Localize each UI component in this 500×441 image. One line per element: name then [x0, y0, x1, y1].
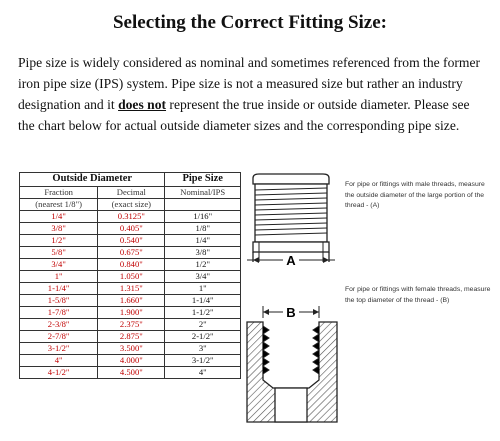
table-row [20, 295, 241, 307]
table-row [20, 355, 241, 367]
cell-nominal: 3/4" [165, 271, 241, 283]
cell-fraction: 1-7/8" [20, 307, 98, 319]
header-pipe-size: Pipe Size [165, 173, 241, 187]
cell-fraction: 4-1/2" [20, 367, 98, 379]
table-header-row [20, 187, 241, 199]
cell-fraction: 1/2" [20, 235, 98, 247]
table-header-group-row [20, 173, 241, 187]
table-row [20, 367, 241, 379]
cell-decimal: 4.000" [98, 355, 165, 367]
table-row [20, 235, 241, 247]
cell-decimal: 0.540" [98, 235, 165, 247]
cell-decimal: 0.3125" [98, 211, 165, 223]
cell-decimal: 1.050" [98, 271, 165, 283]
table-row [20, 307, 241, 319]
cell-nominal: 3-1/2" [165, 355, 241, 367]
cell-decimal: 2.375" [98, 319, 165, 331]
male-thread-note: For pipe or fittings with male threads, measure the outside diameter of the large portion of the thread - (A) [345, 181, 485, 209]
female-fitting-icon [247, 322, 337, 422]
header-decimal: Decimal [98, 187, 165, 199]
table-row [20, 271, 241, 283]
table-row [20, 259, 241, 271]
cell-fraction: 1-5/8" [20, 295, 98, 307]
cell-decimal: 0.675" [98, 247, 165, 259]
table-row [20, 343, 241, 355]
fitting-size-table [19, 172, 241, 379]
table-row [20, 331, 241, 343]
cell-decimal: 3.500" [98, 343, 165, 355]
cell-nominal: 3" [165, 343, 241, 355]
table-row [20, 223, 241, 235]
dimension-b [263, 305, 319, 320]
table-subheader-row [20, 199, 241, 211]
cell-fraction: 2-3/8" [20, 319, 98, 331]
cell-nominal: 2-1/2" [165, 331, 241, 343]
dimension-a [247, 253, 335, 268]
subheader-nominal [165, 199, 241, 211]
table-row [20, 247, 241, 259]
cell-nominal: 1/8" [165, 223, 241, 235]
cell-nominal: 4" [165, 367, 241, 379]
header-fraction: Fraction [20, 187, 98, 199]
cell-decimal: 2.875" [98, 331, 165, 343]
subheader-fraction: (nearest 1/8") [20, 199, 98, 211]
male-fitting-icon [253, 174, 329, 262]
intro-text-2: represent the true inside or outside diameter. Please see the chart below for actual outside diameter sizes and the corresponding pipe size. [18, 97, 470, 133]
cell-fraction: 4" [20, 355, 98, 367]
cell-fraction: 1-1/4" [20, 283, 98, 295]
cell-fraction: 3-1/2" [20, 343, 98, 355]
cell-decimal: 4.500" [98, 367, 165, 379]
intro-text-1: Pipe size is widely considered as nominal and sometimes referenced from the former iron pipe size (IPS) system. Pipe size is not a measured size but rather an industry designation and it [18, 55, 481, 112]
cell-nominal: 1/4" [165, 235, 241, 247]
cell-nominal: 2" [165, 319, 241, 331]
table-row [20, 319, 241, 331]
female-thread-note: For pipe or fittings with female threads, measure the top diameter of the thread - (B) [345, 286, 491, 304]
cell-nominal: 1/2" [165, 259, 241, 271]
header-nominal: Nominal/IPS [165, 187, 241, 199]
cell-fraction: 1" [20, 271, 98, 283]
cell-nominal: 1" [165, 283, 241, 295]
cell-fraction: 3/4" [20, 259, 98, 271]
header-outside-diameter: Outside Diameter [20, 173, 165, 187]
intro-emphasis: does not [118, 97, 167, 112]
cell-fraction: 3/8" [20, 223, 98, 235]
dimension-b-label: B [286, 305, 296, 320]
cell-nominal: 1-1/2" [165, 307, 241, 319]
cell-decimal: 1.660" [98, 295, 165, 307]
cell-nominal: 1-1/4" [165, 295, 241, 307]
cell-decimal: 1.315" [98, 283, 165, 295]
intro-paragraph [18, 52, 486, 136]
cell-nominal: 3/8" [165, 247, 241, 259]
cell-fraction: 5/8" [20, 247, 98, 259]
cell-decimal: 0.405" [98, 223, 165, 235]
cell-decimal: 0.840" [98, 259, 165, 271]
cell-fraction: 2-7/8" [20, 331, 98, 343]
cell-nominal: 1/16" [165, 211, 241, 223]
dimension-a-label: A [286, 253, 296, 268]
page-title: Selecting the Correct Fitting Size: [112, 12, 387, 33]
cell-fraction: 1/4" [20, 211, 98, 223]
table-row [20, 211, 241, 223]
table-row [20, 283, 241, 295]
subheader-decimal: (exact size) [98, 199, 165, 211]
cell-decimal: 1.900" [98, 307, 165, 319]
thread-measurement-drawing [243, 170, 343, 438]
